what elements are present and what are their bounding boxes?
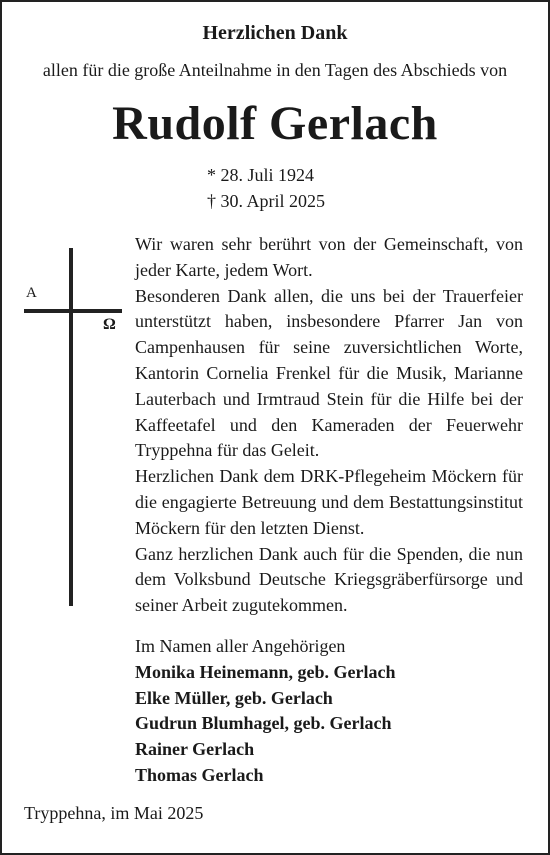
family-member: Thomas Gerlach — [135, 764, 264, 785]
family-member: Gudrun Blumhagel, geb. Gerlach — [135, 713, 392, 734]
signature-block — [135, 634, 396, 789]
cross-horizontal-bar — [24, 309, 122, 313]
notice-intro: allen für die große Anteilnahme in den Tagen des Abschieds von — [42, 60, 508, 80]
thanks-text — [135, 232, 523, 619]
family-member: Elke Müller, geb. Gerlach — [135, 687, 333, 708]
family-member: Rainer Gerlach — [135, 739, 255, 760]
cross-vertical-bar — [69, 248, 73, 606]
notice-title: Herzlichen Dank — [202, 22, 348, 44]
paragraph-care-thanks: Herzlichen Dank dem DRK-Pflegeheim Möckern für die engagierte Betreuung und dem Bestattungsinstitut Möckern für den letzten Dienst. — [135, 466, 523, 538]
birth-date: * 28. Juli 1924 — [207, 165, 315, 185]
alpha-symbol: A — [26, 285, 37, 301]
family-member: Monika Heinemann, geb. Gerlach — [135, 661, 396, 682]
place-date: Tryppehna, im Mai 2025 — [24, 803, 204, 823]
life-dates — [207, 162, 325, 214]
death-date: † 30. April 2025 — [207, 191, 326, 211]
omega-symbol: Ω — [103, 316, 116, 333]
deceased-name: Rudolf Gerlach — [112, 97, 438, 150]
signature-intro: Im Namen aller Angehörigen — [135, 636, 346, 656]
paragraph-donations: Ganz herzlichen Dank auch für die Spenden, die nun dem Volksbund Deutsche Kriegsgräberfürsorge und seiner Arbeit zugutekommen. — [135, 543, 523, 616]
paragraph-funeral-thanks: Besonderen Dank allen, die uns bei der Trauerfeier unterstützt haben, insbesondere Pfarrer Jan von Campenhausen für seine zuversichtlichen Worte, Kantorin Cornelia Frenkel für die Musik, Marianne Lauterbach und Irmtraud Stein für die Hilfe bei der Kaffeetafel und den Kameraden der Feuerwehr Tryppehna für das Geleit. — [135, 285, 523, 461]
paragraph-community: Wir waren sehr berührt von der Gemeinschaft, von jeder Karte, jedem Wort. — [135, 234, 523, 280]
